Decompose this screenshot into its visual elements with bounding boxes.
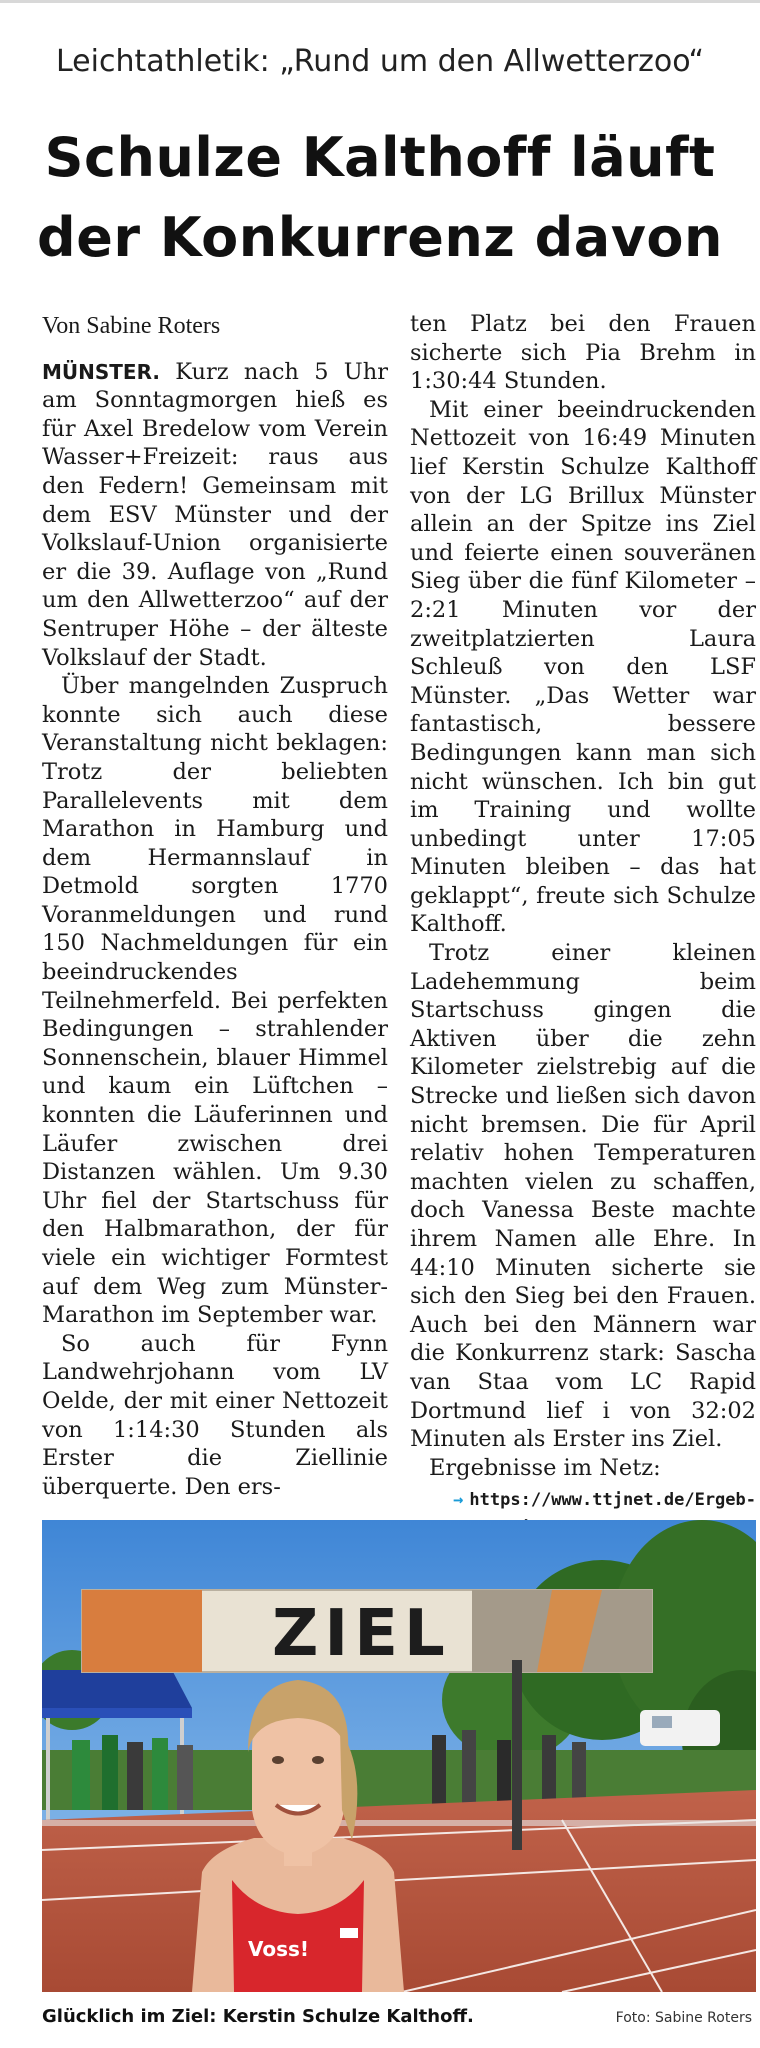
paragraph-1-text: Kurz nach 5 Uhr am Sonntagmorgen hieß es für Axel Bredelow vom Verein Wasser+Freizeit: raus aus den Federn! Gemeinsam mit dem ESV Münster und der Volkslauf-Union organisierte er die 39. Auflage von „Rund um den Allwetterzoo“ auf der Sentruper Höhe – der älteste Volkslauf der Stadt. [42,358,388,671]
finish-banner [82,1590,652,1672]
article-photo [42,1520,756,1992]
results-link-line-1[interactable]: https://www.ttjnet.de/Ergeb- [469,1490,756,1511]
article-paragraph: Mit einer beeindruckenden Nettozeit von 16:49 Minuten lief Kerstin Schulze Kalthoff von der LG Brillux Münster allein an der Spitze ins Ziel und feierte einen souveränen Sieg über die fünf Kilometer – 2:21 Minuten vor der zweitplatzierten Laura Schleuß von den LSF Münster. „Das Wetter war fantastisch, bessere Bedingungen kann man sich nicht wünschen. Ich bin gut im Training und wollte unbedingt unter 17:05 Minuten bleiben – das hat geklappt“, freute sich Schulze Kalthoff. [410,396,756,938]
byline: Von Sabine Roters [42,313,221,339]
article-headline [20,118,740,278]
article-paragraph: Über mangelnden Zuspruch konnte sich auch diese Veranstaltung nicht beklagen: Trotz der beliebten Parallelevents mit dem Marathon in Hamburg und dem Hermannslauf in Detmold sorgten 1770 Voranmeldungen und rund 150 Nachmeldungen für ein beeindruckendes Teilnehmerfeld. Bei perfekten Bedingungen – strahlender Sonnenschein, blauer Himmel und kaum ein Lüftchen – konnten die Läuferinnen und Läufer zwischen drei Distanzen wählen. Um 9.30 Uhr fiel der Startschuss für den Halbmarathon, der für viele ein wichtiger Formtest auf dem Weg zum Münster-Marathon im September war. [42,673,388,1329]
van [640,1710,720,1746]
fence [42,1820,756,1826]
article-paragraph [42,358,388,673]
shirt-logo: Voss! [248,1937,310,1961]
arrow-right-icon: → [453,1490,464,1511]
article-paragraph: Trotz einer kleinen Ladehemmung beim Startschuss gingen die Aktiven über die zehn Kilometer zielstrebig auf die Strecke und ließen sich davon nicht bremsen. Die für April relativ hohen Temperaturen machten vielen zu schaffen, doch Vanessa Beste machte ihrem Namen alle Ehre. In 44:10 Minuten sicherte sie sich den Sieg bei den Frauen. Auch bei den Männern war die Konkurrenz stark: Sascha van Staa vom LC Rapid Dortmund lief i von 32:02 Minuten als Erster ins Ziel. [410,940,756,1453]
finish-line-photo [42,1520,756,1992]
top-rule [0,0,760,3]
photo-credit: Foto: Sabine Roters [615,2010,752,2026]
photo-caption: Glücklich im Ziel: Kerstin Schulze Kalthoff. [42,2006,474,2027]
dateline: MÜNSTER. [42,359,160,384]
article-paragraph-continued: ten Platz bei den Frauen sicherte sich Pia Brehm in 1:30:44 Stunden. [410,311,756,395]
banner-text: ZIEL [272,1597,451,1671]
article-column-left [42,312,388,1501]
results-label: Ergebnisse im Netz: [429,1454,661,1481]
camera-tripod [512,1660,522,1850]
headline-line-1: Schulze Kalthoff läuft [44,126,716,189]
article-column-right [410,310,756,1542]
article-kicker: Leichtathletik: „Rund um den Allwetterzoo“ [55,44,705,79]
article-paragraph: So auch für Fynn Landwehrjohann vom LV Oelde, der mit einer Nettozeit von 1:14:30 Stunden als Erster die Ziellinie überquerte. Den ers- [42,1330,388,1500]
headline-line-2: der Konkurrenz davon [37,206,723,269]
